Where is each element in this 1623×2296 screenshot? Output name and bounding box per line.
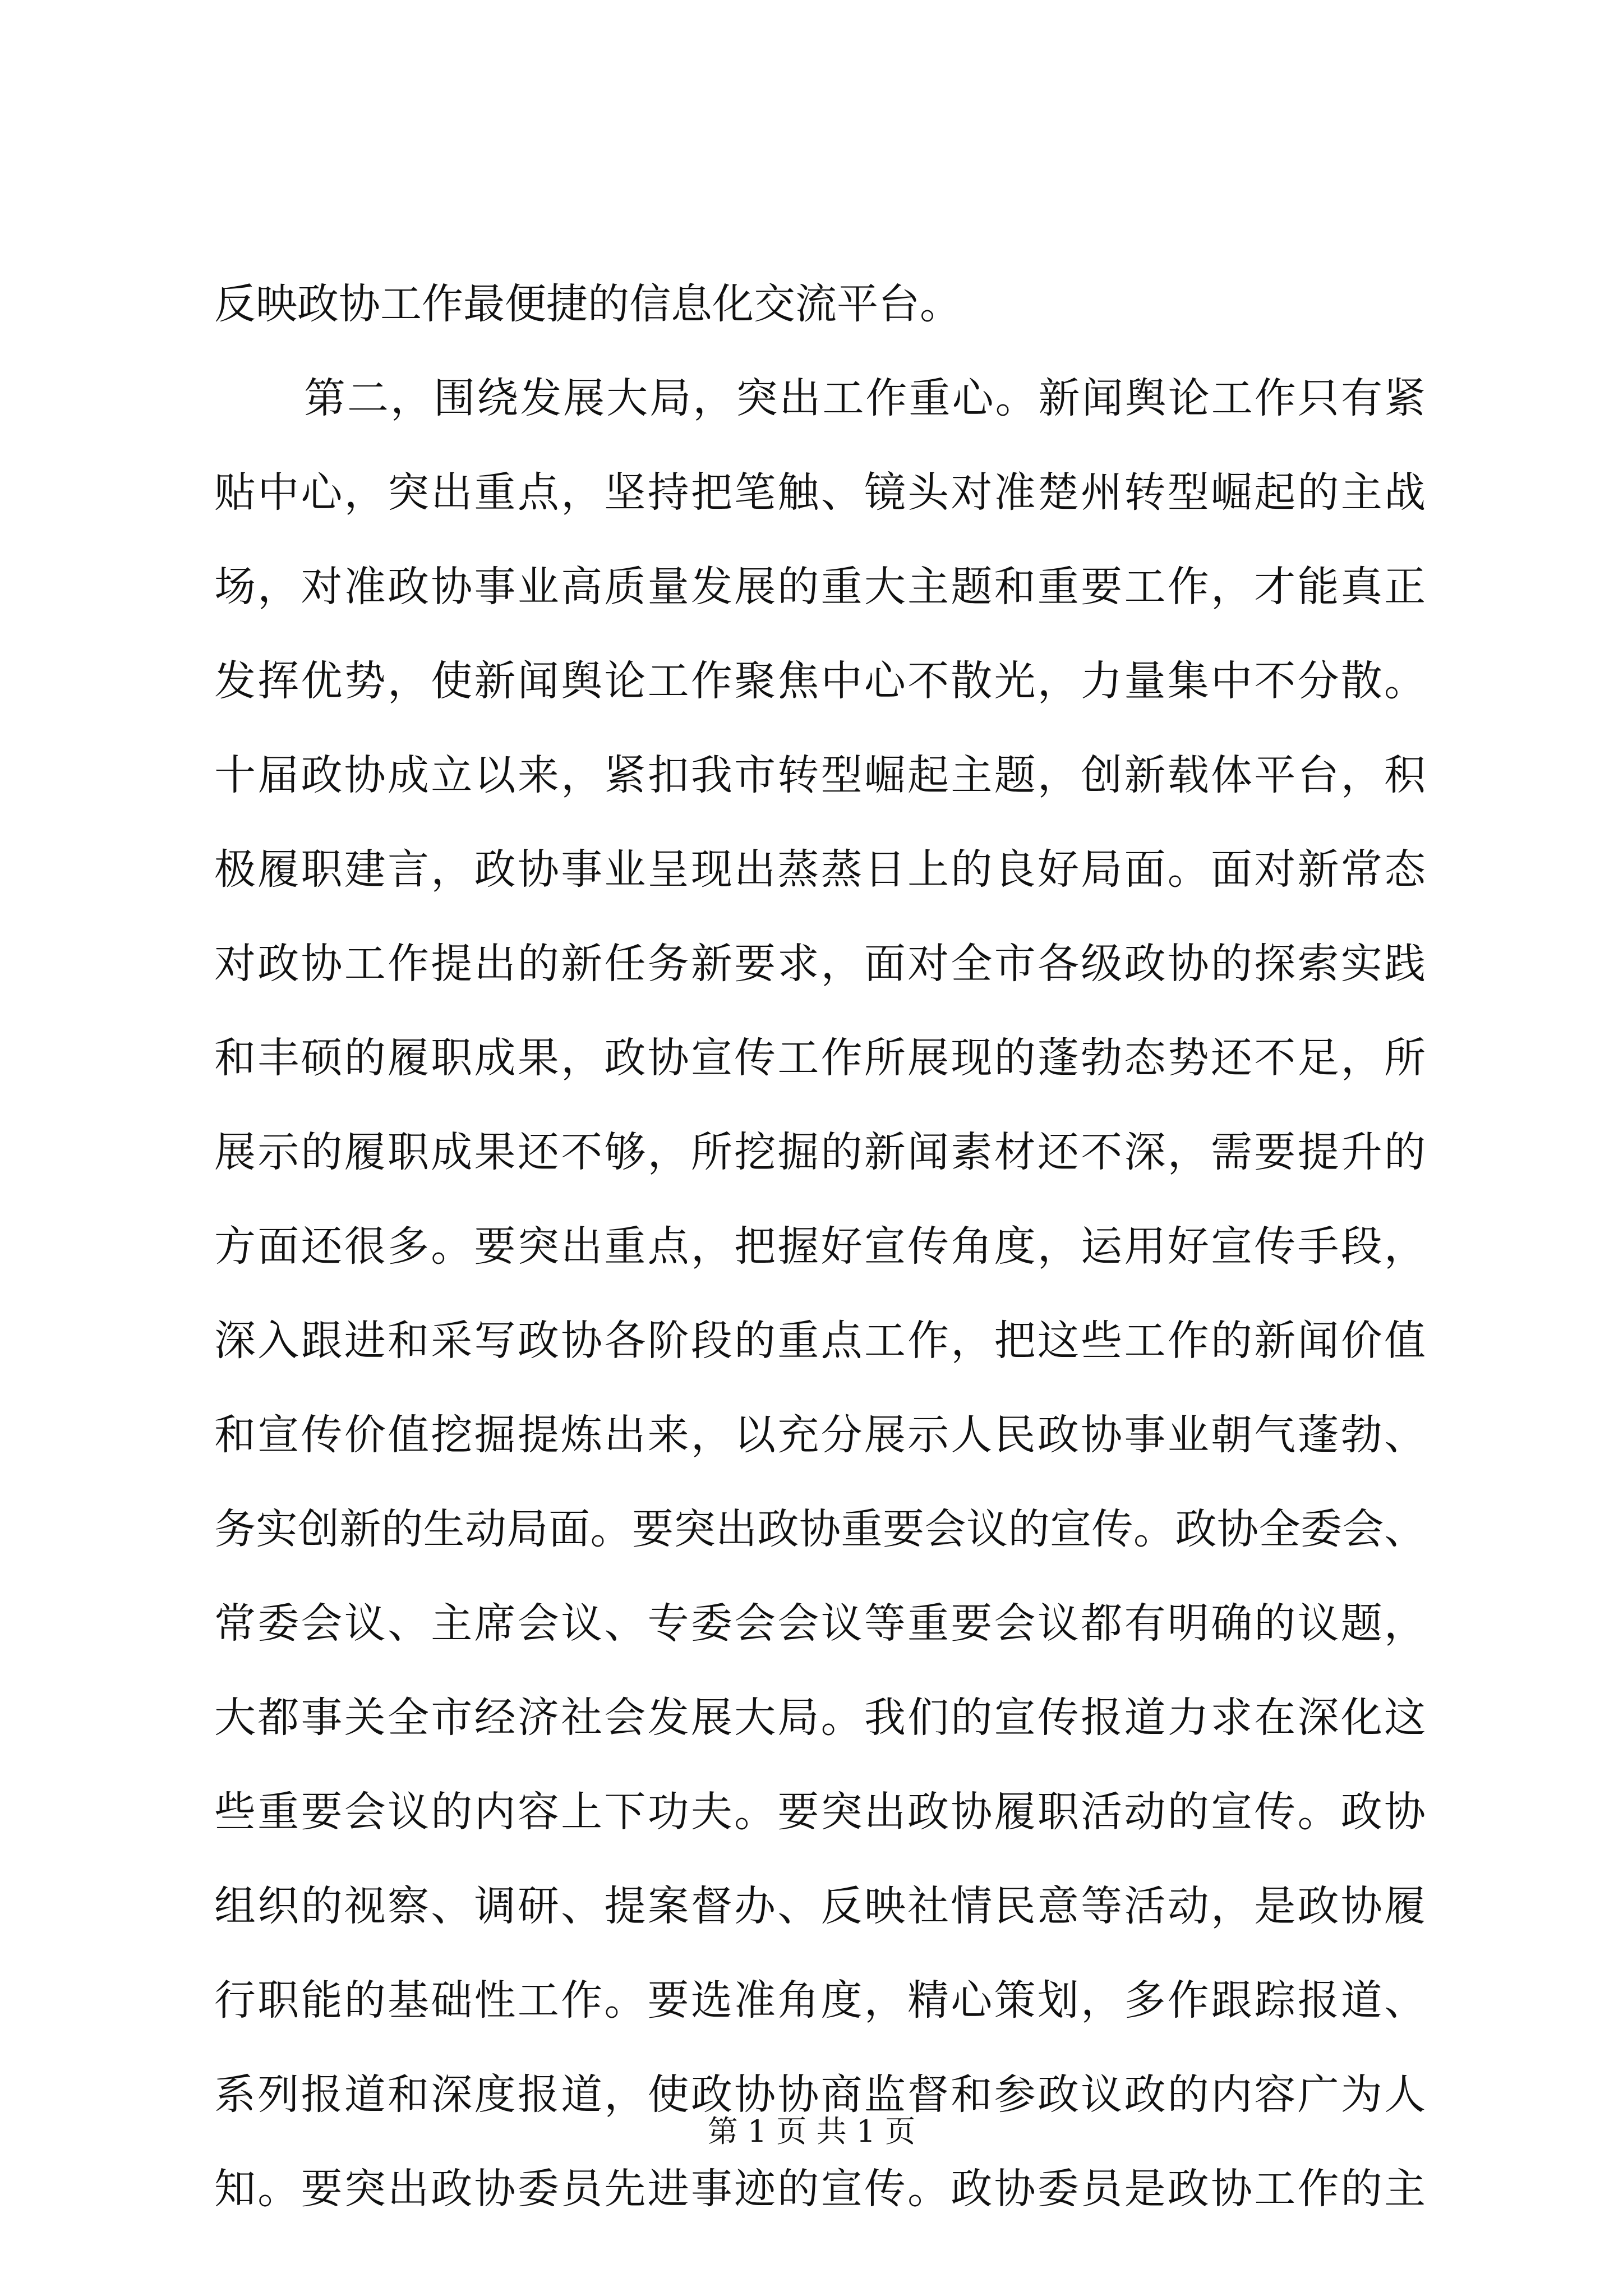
- text-line: 系列报道和深度报道，使政协协商监督和参政议政的内容广为人: [214, 2070, 1426, 2119]
- text-line: 组织的视察、调研、提案督办、反映社情民意等活动，是政协履: [214, 1882, 1426, 1930]
- text-line: 务实创新的生动局面。要突出政协重要会议的宣传。政协全委会、: [214, 1505, 1426, 1553]
- text-line: 和宣传价值挖掘提炼出来，以充分展示人民政协事业朝气蓬勃、: [214, 1411, 1426, 1459]
- text-line: 第二，围绕发展大局，突出工作重心。新闻舆论工作只有紧: [304, 374, 1426, 422]
- text-line: 对政协工作提出的新任务新要求，面对全市各级政协的探索实践: [214, 940, 1426, 988]
- text-line: 常委会议、主席会议、专委会会议等重要会议都有明确的议题，: [214, 1599, 1426, 1648]
- text-line: 行职能的基础性工作。要选准角度，精心策划，多作跟踪报道、: [214, 1976, 1426, 2024]
- text-line: 展示的履职成果还不够，所挖掘的新闻素材还不深，需要提升的: [214, 1128, 1426, 1176]
- text-line: 场，对准政协事业高质量发展的重大主题和重要工作，才能真正: [214, 563, 1426, 611]
- text-line: 方面还很多。要突出重点，把握好宣传角度，运用好宣传手段，: [214, 1222, 1426, 1271]
- text-line: 大都事关全市经济社会发展大局。我们的宣传报道力求在深化这: [214, 1694, 1426, 1742]
- text-line: 深入跟进和采写政协各阶段的重点工作，把这些工作的新闻价值: [214, 1317, 1426, 1365]
- page-number-footer: 第 1 页 共 1 页: [707, 2114, 916, 2149]
- text-line: 和丰硕的履职成果，政协宣传工作所展现的蓬勃态势还不足，所: [214, 1034, 1426, 1082]
- text-line: 发挥优势，使新闻舆论工作聚焦中心不散光，力量集中不分散。: [214, 657, 1426, 705]
- text-line: 些重要会议的内容上下功夫。要突出政协履职活动的宣传。政协: [214, 1788, 1426, 1836]
- text-line: 贴中心，突出重点，坚持把笔触、镜头对准楚州转型崛起的主战: [214, 468, 1426, 517]
- body-text: [214, 257, 1426, 2236]
- text-line: 知。要突出政协委员先进事迹的宣传。政协委员是政协工作的主: [214, 2165, 1426, 2213]
- text-line: 极履职建言，政协事业呈现出蒸蒸日上的良好局面。面对新常态: [214, 845, 1426, 894]
- text-line: 十届政协成立以来，紧扣我市转型崛起主题，创新载体平台，积: [214, 751, 1426, 799]
- text-line: 反映政协工作最便捷的信息化交流平台。: [214, 280, 961, 328]
